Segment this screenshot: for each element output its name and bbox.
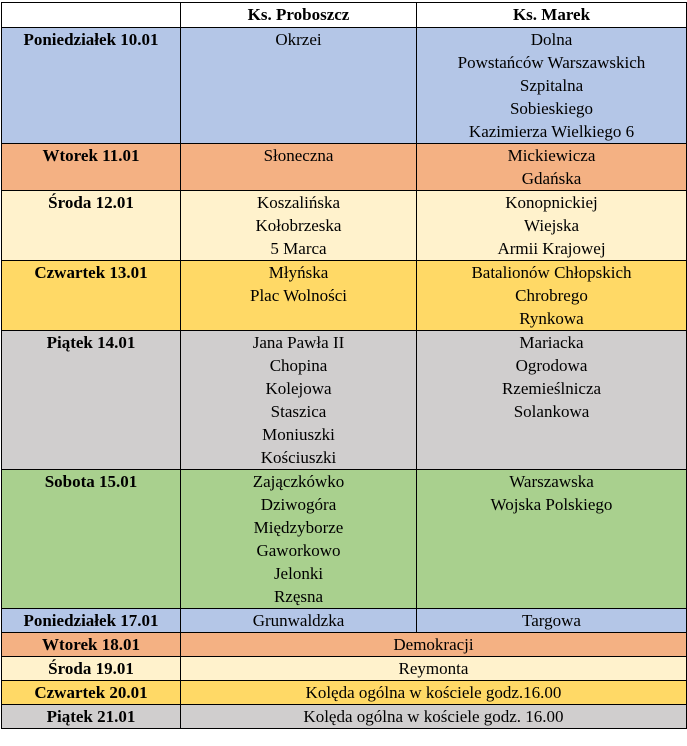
street-name: Batalionów Chłopskich xyxy=(471,263,632,282)
marek-cell xyxy=(417,261,687,331)
street-name: Mickiewicza xyxy=(507,146,596,165)
street-name: Rzęsna xyxy=(273,587,324,606)
day-cell: Czwartek 13.01 xyxy=(2,261,181,331)
street-name: Warszawska xyxy=(509,472,594,491)
day-cell: Poniedziałek 10.01 xyxy=(2,28,181,144)
street-name: Chrobrego xyxy=(515,286,588,305)
proboszcz-cell xyxy=(181,470,417,609)
street-name: Szpitalna xyxy=(519,76,584,95)
marek-cell xyxy=(417,331,687,470)
street-name: Dolna xyxy=(530,30,573,49)
day-cell: Piątek 21.01 xyxy=(2,705,181,729)
merged-cell: Kolęda ogólna w kościele godz.16.00 xyxy=(181,681,687,705)
proboszcz-cell xyxy=(181,144,417,191)
merged-cell: Reymonta xyxy=(181,657,687,681)
header-day xyxy=(2,3,181,28)
table-row xyxy=(2,470,687,609)
table-row xyxy=(2,261,687,331)
street-name: Chopina xyxy=(269,356,328,375)
day-cell: Wtorek 18.01 xyxy=(2,633,181,657)
proboszcz-cell xyxy=(181,261,417,331)
proboszcz-cell xyxy=(181,191,417,261)
day-cell: Wtorek 11.01 xyxy=(2,144,181,191)
street-name: Wiejska xyxy=(523,216,580,235)
street-name: Ogrodowa xyxy=(515,356,588,375)
street-name: Mariacka xyxy=(519,333,584,352)
street-name: Koszalińska xyxy=(256,193,341,212)
day-cell: Sobota 15.01 xyxy=(2,470,181,609)
street-name: 5 Marca xyxy=(270,239,327,258)
street-name: Dziwogóra xyxy=(260,495,337,514)
street-name: Plac Wolności xyxy=(249,286,347,305)
merged-cell: Kolęda ogólna w kościele godz. 16.00 xyxy=(181,705,687,729)
street-name: Zajączkówko xyxy=(252,472,345,491)
street-name: Międzyborze xyxy=(253,518,344,537)
table-row-merged xyxy=(2,681,687,705)
schedule-table xyxy=(1,2,687,729)
table-row xyxy=(2,331,687,470)
street-name: Okrzei xyxy=(275,30,322,49)
header-marek: Ks. Marek xyxy=(417,3,687,28)
table-row xyxy=(2,144,687,191)
proboszcz-cell xyxy=(181,28,417,144)
table-row-merged xyxy=(2,633,687,657)
street-name: Młyńska xyxy=(268,263,329,282)
street-name: Gaworkowo xyxy=(256,541,341,560)
street-name: Grunwaldzka xyxy=(252,611,345,630)
table-row-merged xyxy=(2,657,687,681)
street-name: Słoneczna xyxy=(263,146,334,165)
street-name: Moniuszki xyxy=(262,425,335,444)
street-name: Gdańska xyxy=(521,169,582,188)
table-row xyxy=(2,191,687,261)
marek-cell xyxy=(417,144,687,191)
proboszcz-cell xyxy=(181,331,417,470)
day-cell: Poniedziałek 17.01 xyxy=(2,609,181,633)
day-cell: Środa 12.01 xyxy=(2,191,181,261)
street-name: Targowa xyxy=(522,611,581,630)
street-name: Sobieskiego xyxy=(509,99,594,118)
street-name: Rynkowa xyxy=(519,309,584,328)
table-row xyxy=(2,609,687,633)
marek-cell xyxy=(417,191,687,261)
street-name: Kazimierza Wielkiego 6 xyxy=(468,122,635,141)
day-cell: Środa 19.01 xyxy=(2,657,181,681)
street-name: Jana Pawła II xyxy=(252,333,345,352)
street-name: Kołobrzeska xyxy=(255,216,342,235)
day-cell: Piątek 14.01 xyxy=(2,331,181,470)
table-row xyxy=(2,28,687,144)
street-name: Powstańców Warszawskich xyxy=(457,53,646,72)
marek-cell xyxy=(417,28,687,144)
merged-cell: Demokracji xyxy=(181,633,687,657)
street-name: Jelonki xyxy=(273,564,324,583)
table-row-merged xyxy=(2,705,687,729)
street-name: Solankowa xyxy=(513,402,590,421)
street-name: Wojska Polskiego xyxy=(490,495,613,514)
marek-cell xyxy=(417,470,687,609)
header-row xyxy=(2,3,687,28)
header-proboszcz: Ks. Proboszcz xyxy=(181,3,417,28)
street-name: Rzemieślnicza xyxy=(501,379,602,398)
marek-cell xyxy=(417,609,687,633)
street-name: Armii Krajowej xyxy=(497,239,606,258)
street-name: Konopnickiej xyxy=(505,193,598,212)
street-name: Kolejowa xyxy=(265,379,332,398)
street-name: Staszica xyxy=(270,402,327,421)
day-cell: Czwartek 20.01 xyxy=(2,681,181,705)
street-name: Kościuszki xyxy=(260,448,337,467)
proboszcz-cell xyxy=(181,609,417,633)
